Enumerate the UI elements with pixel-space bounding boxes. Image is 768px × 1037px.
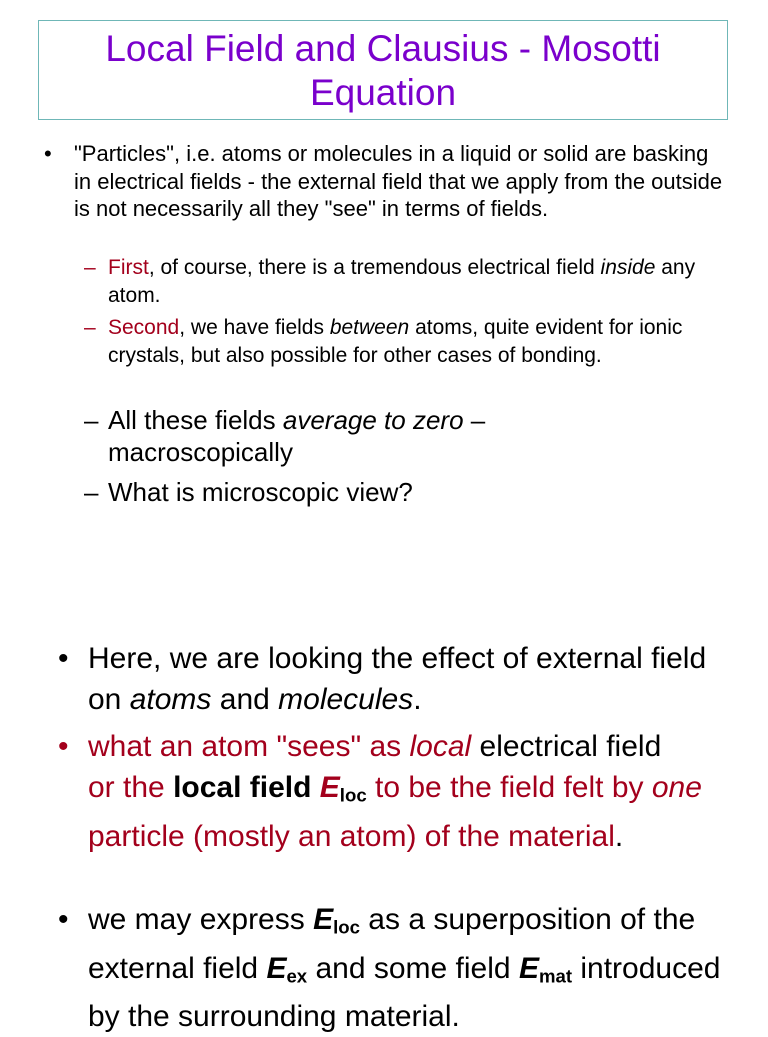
dash-marker: – (84, 256, 96, 279)
field-subscript: mat (538, 965, 573, 987)
sub-emphasis: average to zero (282, 405, 464, 435)
bullet-text: and (211, 683, 279, 716)
bullet-text: . (614, 819, 624, 853)
sub-text: All these fields (108, 405, 283, 435)
bullet-emphasis: molecules (278, 683, 414, 716)
bullet-text: introduced by the surrounding material. (88, 951, 721, 1034)
sub-lead: First (108, 256, 149, 279)
bullet-text: . (413, 683, 422, 716)
bullet-text: Here, we are looking the effect of external field on (88, 642, 707, 716)
sub-bullet-average (108, 404, 558, 468)
bullet-superposition (88, 899, 758, 1037)
bullet-marker: • (44, 141, 52, 166)
bullet-emphasis: one (651, 771, 702, 804)
bullet-emphasis: local (409, 730, 472, 763)
sub-bullet-first (108, 254, 718, 309)
sub-bullet-microscopic: What is microscopic view? (108, 477, 413, 507)
bullet-marker: • (58, 642, 69, 675)
bullet-local-field (88, 726, 748, 857)
field-subscript: ex (286, 965, 308, 987)
bullet-text: electrical field (471, 730, 662, 763)
bullet-particles: "Particles", i.e. atoms or molecules in a liquid or solid are basking in electrical fields - the external field that we apply from the outside is not necessarily all they "see" in terms of fields. (74, 141, 723, 221)
bullet-emphasis: atoms (129, 683, 212, 716)
sub-text: atoms, quite evident for ionic crystals, but also possible for other cases of bonding. (108, 316, 683, 367)
field-symbol: E (313, 903, 334, 936)
bullet-text: or the (88, 771, 174, 804)
sub-emphasis: between (329, 316, 410, 339)
bullet-here (88, 638, 728, 720)
bullet-text: and some field (307, 951, 519, 985)
sub-text: , of course, there is a tremendous electrical field (148, 256, 601, 279)
bullet-text: particle (mostly an atom) of the material (88, 819, 615, 853)
sub-text: any atom. (108, 256, 696, 307)
field-subscript: loc (339, 784, 367, 806)
dash-marker: – (84, 405, 99, 435)
slide-title: Local Field and Clausius - Mosotti Equation (38, 20, 728, 120)
sub-lead: Second (108, 316, 180, 339)
bullet-marker: • (58, 903, 69, 936)
bullet-text: as a superposition of the external field (88, 903, 696, 985)
dash-marker: – (84, 316, 96, 339)
field-subscript: loc (333, 916, 360, 938)
field-symbol: E (518, 951, 539, 985)
sub-text: – macroscopically (108, 405, 486, 467)
dash-marker: – (84, 477, 99, 507)
bullet-marker: • (58, 730, 69, 763)
field-symbol: E (319, 771, 340, 804)
bullet-text: to be the field felt by (366, 771, 652, 804)
sub-emphasis: inside (600, 256, 656, 279)
sub-bullet-second (108, 314, 718, 369)
sub-text: , we have fields (179, 316, 330, 339)
field-symbol: E (266, 951, 287, 985)
bullet-text: we may express (88, 903, 314, 936)
bullet-bold: local field (173, 771, 320, 804)
bullet-text: what an atom "sees" as (88, 730, 410, 763)
